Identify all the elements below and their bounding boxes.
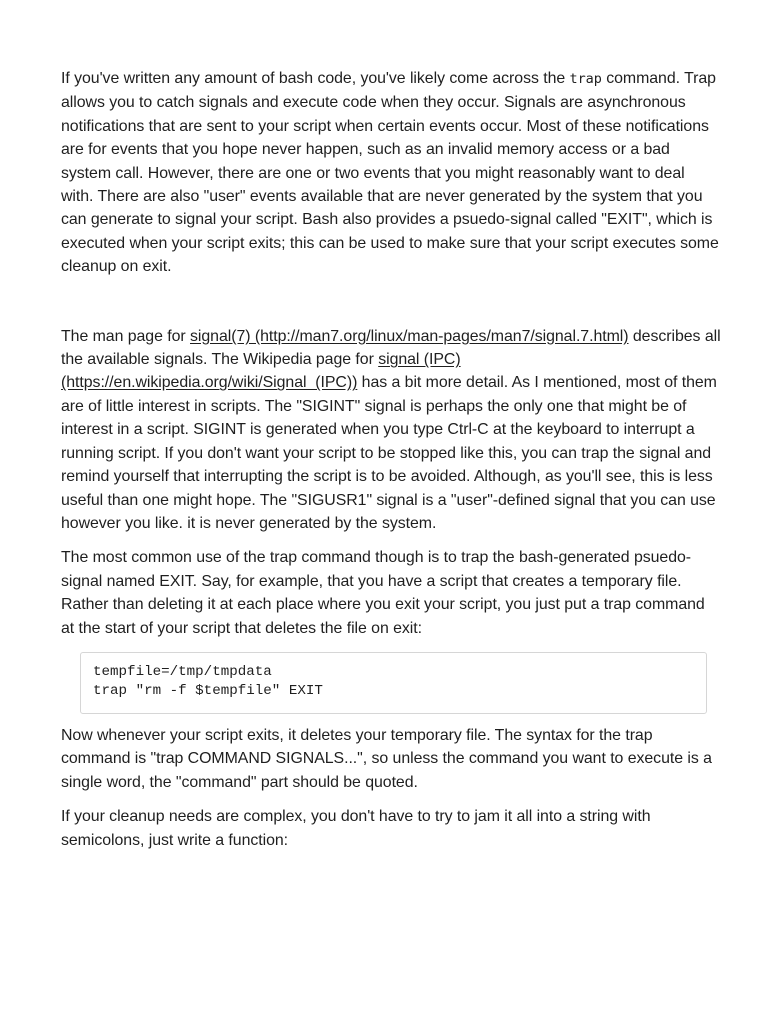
signals-text-3: has a bit more detail. As I mentioned, most of them are of little interest in scripts. The "SIGINT" signal is perhaps the only one that might be of interest in a script. SIGINT is generated when you type Ctrl-C at the keyboard to interrupt a running script. If you don't want your script to be stopped like this, you can trap the signal and remind yourself that interrupting the script is to be avoided. Although, as you'll see, this is less useful than one might hope. The "SIGUSR1" signal is a "user"-defined signal that you can use however you like. it is never generated by the system. <box>61 374 717 532</box>
article-body <box>61 67 721 852</box>
signals-paragraph <box>61 325 721 536</box>
intro-text-start: If you've written any amount of bash code, you've likely come across the <box>61 70 570 87</box>
cleanup-function-paragraph: If your cleanup needs are complex, you don't have to try to jam it all into a string with semicolons, just write a function: <box>61 808 651 849</box>
code-line-2: trap "rm -f $tempfile" EXIT <box>93 683 323 700</box>
code-block <box>80 652 707 714</box>
intro-paragraph <box>61 67 721 279</box>
inline-code-trap: trap <box>569 71 602 87</box>
signal-ipc-wikipedia-link[interactable]: signal (IPC) (https://en.wikipedia.org/wiki/Signal_(IPC)) <box>61 351 461 392</box>
signals-text-2: describes all the available signals. The Wikipedia page for <box>61 327 721 369</box>
signals-text-1: The man page for <box>61 327 190 345</box>
intro-text-end: command. Trap allows you to catch signals and execute code when they occur. Signals are asynchronous notifications that are sent to your script when certain events occur. Most of these notifications are for events that you hope never happen, such as an invalid memory access or a bad system call. However, there are one or two events that you might reasonably want to deal with. There are also "user" events available that are never generated by the system that you can generate to signal your script. Bash also provides a psuedo-signal called "EXIT", which is executed when your script exits; this can be used to make sure that your script executes some cleanup on exit. <box>61 70 719 276</box>
exit-trap-paragraph: The most common use of the trap command though is to trap the bash-generated psuedo-signal named EXIT. Say, for example, that you have a script that creates a temporary file. Rather than deleting it at each place where you exit your script, you just put a trap command at the start of your script that deletes the file on exit: <box>61 549 705 637</box>
signal7-man-link[interactable]: signal(7) (http://man7.org/linux/man-pages/man7/signal.7.html) <box>190 327 629 345</box>
code-block-content <box>93 663 694 702</box>
code-line-1: tempfile=/tmp/tmpdata <box>93 663 272 680</box>
syntax-paragraph: Now whenever your script exits, it deletes your temporary file. The syntax for the trap command is "trap COMMAND SIGNALS...", so unless the command you want to execute is a single word, the "command" part should be quoted. <box>61 726 712 791</box>
